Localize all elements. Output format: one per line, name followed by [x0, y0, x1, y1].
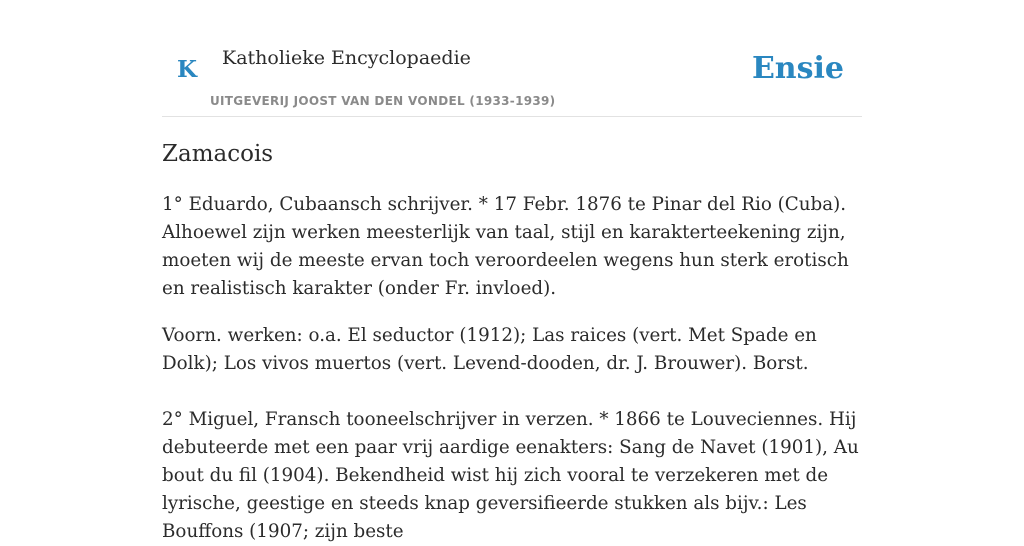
site-title[interactable]: Katholieke Encyclopaedie	[222, 47, 471, 69]
site-header	[162, 0, 862, 117]
article-paragraph-2: Voorn. werken: o.a. El seductor (1912); Las raices (vert. Met Spade en Dolk); Los vivos muertos (vert. Levend-dooden, dr. J. Brouwer). Borst.	[162, 325, 817, 374]
article-title: Zamacois	[162, 141, 274, 167]
publisher-subtitle: UITGEVERIJ JOOST VAN DEN VONDEL (1933-1939)	[210, 94, 556, 108]
article-body	[162, 137, 862, 546]
article-paragraph-3: 2° Miguel, Fransch tooneelschrijver in verzen. * 1866 te Louveciennes. Hij debuteerde met een paar vrij aardige eenakters: Sang de Navet (1901), Au bout du fil (1904). Bekendheid wist hij zich vooral te verzekeren met de lyrische, geestige en steeds knap geversifieerde stukken als bijv.: Les Bouffons (1907; zijn beste	[162, 409, 859, 542]
logo-k-icon[interactable]: K	[177, 56, 197, 83]
article-paragraph-1: 1° Eduardo, Cubaansch schrijver. * 17 Febr. 1876 te Pinar del Rio (Cuba). Alhoewel zijn werken meesterlijk van taal, stijl en karakterteekening zijn, moeten wij de meeste ervan toch veroordeelen wegens hun sterk erotisch en realistisch karakter (onder Fr. invloed).	[162, 194, 849, 299]
ensie-brand-logo[interactable]: Ensie	[751, 51, 844, 86]
